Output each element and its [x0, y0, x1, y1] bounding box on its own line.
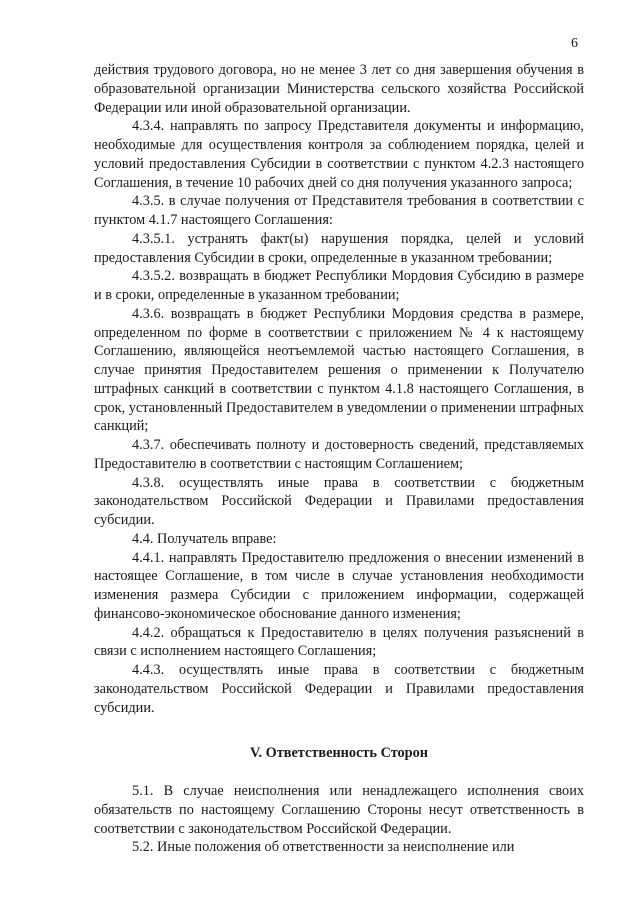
paragraph-5-2: 5.2. Иные положения об ответственности за неисполнение или — [132, 839, 515, 856]
paragraph-4-4-1: 4.4.1. направлять Предоставителю предложения о внесении изменений в настоящее Соглашение, в том числе в случае установления необходимости изменения размера Субсидии с приложением информации, содержащей финансово-экономическое обоснование данного изменения; — [94, 549, 584, 622]
paragraph-continuation: действия трудового договора, но не менее 3 лет со дня завершения обучения в образовательной организации Министерства сельского хозяйства Российской Федерации или иной образовательной организации. — [94, 62, 584, 116]
page-number: 6 — [571, 36, 578, 51]
paragraph-4-3-5-2: 4.3.5.2. возвращать в бюджет Республики Мордовия Субсидию в размере и в сроки, определенные в указанном требовании; — [94, 268, 584, 303]
document-body — [94, 61, 584, 857]
paragraph-4-3-5: 4.3.5. в случае получения от Представителя требования в соответствии с пунктом 4.1.7 настоящего Соглашения: — [94, 193, 584, 228]
paragraph-4-3-8: 4.3.8. осуществлять иные права в соответствии с бюджетным законодательством Российской Федерации и Правилами предоставления субсидии. — [94, 474, 584, 528]
paragraph-4-3-5-1: 4.3.5.1. устранять факт(ы) нарушения порядка, целей и условий предоставления Субсидии в сроки, определенные в указанном требовании; — [94, 230, 584, 266]
paragraph-5-1: 5.1. В случае неисполнения или ненадлежащего исполнения своих обязательств по настоящему Соглашению Стороны несут ответственность в соответствии с законодательством Российской Федерации. — [94, 783, 584, 837]
paragraph-4-3-6: 4.3.6. возвращать в бюджет Республики Мордовия средства в размере, определенном по форме в соответствии с приложением № 4 к настоящему Соглашению, являющейся неотъемлемой частью настоящего Соглашения, в случае принятия Предоставителем решения о применении к Получателю штрафных санкций в соответствии с пунктом 4.1.8 настоящего Соглашения, в срок, установленный Предоставителем в уведомлении о применении штрафных санкций; — [94, 305, 584, 435]
section-heading: V. Ответственность Сторон — [249, 745, 429, 762]
paragraph-4-3-4: 4.3.4. направлять по запросу Представителя документы и информацию, необходимые для осуществления контроля за соблюдением порядка, целей и условий предоставления Субсидии в соответствии с пунктом 4.2.3 настоящего Соглашения, в течение 10 рабочих дней со дня получения указанного запроса; — [94, 118, 584, 191]
paragraph-4-3-7: 4.3.7. обеспечивать полноту и достоверность сведений, представляемых Предоставителю в соответствии с настоящим Соглашением; — [94, 437, 584, 472]
paragraph-4-4: 4.4. Получатель вправе: — [132, 530, 277, 547]
paragraph-4-4-3: 4.4.3. осуществлять иные права в соответствии с бюджетным законодательством Российской Федерации и Правилами предоставления субсидии. — [94, 662, 584, 716]
paragraph-4-4-2: 4.4.2. обращаться к Предоставителю в целях получения разъяснений в связи с исполнением настоящего Соглашения; — [94, 624, 584, 660]
